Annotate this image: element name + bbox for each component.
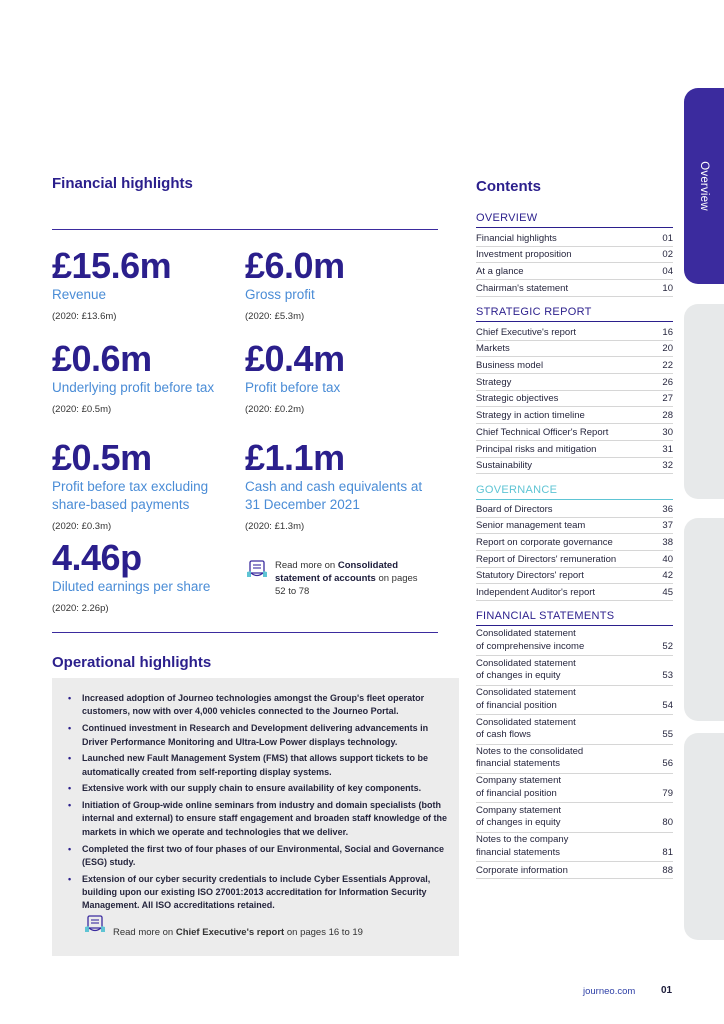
- toc-entry[interactable]: [476, 686, 673, 715]
- toc-entry[interactable]: [476, 803, 673, 832]
- read-more-link[interactable]: Consolidated statement of accounts: [275, 560, 399, 584]
- toc-entry[interactable]: [476, 424, 673, 441]
- toc-entry[interactable]: [476, 458, 673, 475]
- list-item: • Extension of our cyber security credentials to include Cyber Essentials Approval, building upon our existing ISO 27001:2013 accreditation for Information Security Management. All ISO accreditations retained.: [68, 873, 453, 913]
- toc-entry-title: Strategic objectives: [476, 393, 559, 405]
- toc-entry-title: Consolidated statement of changes in equity: [476, 657, 576, 682]
- stat-gross-profit: [245, 247, 435, 322]
- stat-label: Gross profit: [245, 287, 315, 302]
- tab-strategic-report[interactable]: [684, 304, 724, 499]
- stat-comparison: (2020: £5.3m): [245, 311, 305, 322]
- contents-title: Contents: [476, 178, 541, 195]
- divider: [52, 632, 438, 633]
- stat-value: £1.1m: [245, 437, 345, 478]
- toc-entry[interactable]: [476, 715, 673, 744]
- toc-entry-title: Investment proposition: [476, 249, 572, 261]
- toc-entry[interactable]: [476, 230, 673, 247]
- toc-entry[interactable]: [476, 518, 673, 535]
- toc-entry[interactable]: [476, 501, 673, 518]
- toc-entry-title: Corporate information: [476, 864, 568, 876]
- toc-entry[interactable]: [476, 407, 673, 424]
- stat-value: £6.0m: [245, 245, 345, 286]
- toc-entry-page: 55: [662, 729, 673, 741]
- divider: [52, 229, 438, 230]
- toc-entry-page: 42: [662, 570, 673, 582]
- toc-entry-page: 36: [662, 503, 673, 515]
- toc-entry-page: 04: [662, 266, 673, 278]
- toc-entry-title: Consolidated statement of financial position: [476, 687, 576, 711]
- toc-entry-page: 20: [662, 343, 673, 355]
- operational-highlights-list: [68, 692, 453, 916]
- toc-entry-page: 02: [662, 249, 673, 261]
- stat-comparison: (2020: £0.5m): [52, 404, 112, 415]
- toc-entry-page: 81: [662, 846, 673, 858]
- toc-entry[interactable]: [476, 324, 673, 341]
- toc-list: [476, 627, 673, 879]
- toc-entry-page: 32: [662, 460, 673, 472]
- stat-comparison: (2020: £1.3m): [245, 521, 305, 532]
- toc-entry-page: 26: [662, 376, 673, 388]
- read-more-suffix: on pages 52 to 78: [275, 573, 418, 597]
- toc-entry-title: At a glance: [476, 266, 524, 278]
- list-item: • Completed the first two of four phases of our Environmental, Social and Governance (ESG) study.: [68, 843, 453, 870]
- toc-entry-page: 37: [662, 520, 673, 532]
- toc-entry-title: Chairman's statement: [476, 282, 569, 294]
- toc-entry[interactable]: [476, 627, 673, 656]
- toc-entry-title: Strategy in action timeline: [476, 410, 585, 422]
- tab-overview-label: Overview: [698, 161, 710, 211]
- stat-label: Diluted earnings per share: [52, 579, 211, 594]
- toc-entry-title: Consolidated statement of comprehensive income: [476, 628, 585, 652]
- toc-entry-title: Financial highlights: [476, 232, 557, 244]
- read-more-link[interactable]: Chief Executive's report: [175, 927, 285, 938]
- toc-entry-title: Chief Executive's report: [476, 326, 577, 338]
- stat-comparison: (2020: £0.3m): [52, 521, 112, 532]
- toc-entry-page: 28: [662, 410, 673, 422]
- toc-entry-page: 79: [662, 787, 673, 799]
- toc-entry-title: Report on corporate governance: [476, 537, 613, 549]
- toc-entry[interactable]: [476, 374, 673, 391]
- toc-entry-page: 27: [662, 393, 673, 405]
- toc-entry-page: 01: [662, 232, 673, 244]
- toc-entry-title: Senior management team: [476, 520, 586, 532]
- stat-label: Underlying profit before tax: [52, 380, 215, 395]
- stat-label: Cash and cash equivalents at 31 December 2021: [245, 479, 423, 512]
- toc-entry-page: 22: [662, 360, 673, 372]
- toc-heading-financial-statements[interactable]: FINANCIAL STATEMENTS: [476, 610, 673, 626]
- toc-entry-page: 54: [662, 699, 673, 711]
- toc-entry-title: Report of Directors' remuneration: [476, 553, 617, 565]
- toc-entry-title: Board of Directors: [476, 503, 553, 515]
- toc-heading-overview[interactable]: OVERVIEW: [476, 212, 673, 228]
- stat-value: £0.6m: [52, 338, 152, 379]
- stat-profit-excl-sbp: [52, 439, 232, 532]
- toc-entry[interactable]: [476, 774, 673, 803]
- read-more-prefix: Read more on: [113, 927, 176, 938]
- read-more-accounts[interactable]: [246, 559, 426, 598]
- footer-website-link[interactable]: journeo.com: [583, 986, 636, 997]
- toc-entry-title: Chief Technical Officer's Report: [476, 426, 609, 438]
- stat-comparison: (2020: 2.26p): [52, 603, 109, 614]
- read-more-prefix: Read more on: [275, 560, 338, 571]
- stat-value: 4.46p: [52, 537, 142, 578]
- toc-entry[interactable]: [476, 247, 673, 264]
- toc-entry-page: 45: [662, 587, 673, 599]
- toc-entry[interactable]: [476, 584, 673, 601]
- toc-list: [476, 230, 673, 297]
- stat-diluted-eps: [52, 539, 242, 614]
- toc-entry[interactable]: [476, 745, 673, 774]
- toc-heading-governance[interactable]: GOVERNANCE: [476, 484, 673, 500]
- toc-entry[interactable]: [476, 280, 673, 297]
- toc-entry-page: 10: [662, 282, 673, 294]
- stat-value: £0.4m: [245, 338, 345, 379]
- read-more-suffix: on pages 16 to 19: [284, 927, 363, 938]
- stat-comparison: (2020: £13.6m): [52, 311, 117, 322]
- toc-entry-title: Notes to the consolidated financial statements: [476, 745, 584, 770]
- toc-entry[interactable]: [476, 441, 673, 458]
- list-item: • Continued investment in Research and Development delivering advancements in Driver Performance Monitoring and Ultra-Low Power displays technology.: [68, 722, 453, 749]
- toc-entry[interactable]: [476, 263, 673, 280]
- document-icon: [246, 559, 268, 579]
- stat-profit-before-tax: [245, 340, 435, 415]
- toc-entry-page: 40: [662, 553, 673, 565]
- tab-financial-statements[interactable]: [684, 733, 724, 940]
- toc-entry-page: 80: [662, 817, 673, 829]
- toc-entry[interactable]: [476, 833, 673, 862]
- stat-value: £15.6m: [52, 245, 172, 286]
- toc-entry-page: 38: [662, 537, 673, 549]
- toc-entry[interactable]: [476, 656, 673, 685]
- tab-overview[interactable]: [684, 88, 724, 284]
- stat-label: Profit before tax: [245, 380, 341, 395]
- toc-entry[interactable]: [476, 534, 673, 551]
- toc-entry-title: Independent Auditor's report: [476, 587, 596, 599]
- toc-entry-page: 16: [662, 326, 673, 338]
- toc-entry[interactable]: [476, 357, 673, 374]
- toc-entry-title: Markets: [476, 343, 510, 355]
- toc-entry[interactable]: [476, 862, 673, 879]
- toc-entry-page: 52: [662, 640, 673, 652]
- toc-entry-page: 31: [662, 443, 673, 455]
- toc-entry[interactable]: [476, 391, 673, 408]
- list-item: • Increased adoption of Journeo technologies amongst the Group's fleet operator customers, now with over 4,000 vehicles connected to the Journeo Portal.: [68, 692, 453, 719]
- operational-highlights-title: Operational highlights: [52, 654, 212, 671]
- toc-list: [476, 501, 673, 601]
- toc-entry[interactable]: [476, 568, 673, 585]
- tab-governance[interactable]: [684, 518, 724, 721]
- document-icon: [84, 914, 106, 934]
- toc-list: [476, 324, 673, 474]
- toc-entry-page: 56: [662, 758, 673, 770]
- toc-entry-page: 53: [662, 670, 673, 682]
- toc-entry-page: 88: [662, 864, 673, 876]
- toc-entry-title: Sustainability: [476, 460, 532, 472]
- toc-entry[interactable]: [476, 551, 673, 568]
- list-item: • Launched new Fault Management System (FMS) that allows support tickets to be automatically created from self-reporting display systems.: [68, 752, 453, 779]
- toc-entry-title: Principal risks and mitigation: [476, 443, 597, 455]
- stat-label: Profit before tax excluding share-based payments: [52, 479, 209, 512]
- toc-entry-title: Notes to the company financial statements: [476, 834, 569, 858]
- toc-entry-title: Business model: [476, 360, 544, 372]
- toc-entry[interactable]: [476, 341, 673, 358]
- toc-entry-page: 30: [662, 426, 673, 438]
- list-item: • Initiation of Group-wide online seminars from industry and domain specialists (both internal and external) to ensure staff engagement and broaden staff knowledge of the markets in which we operate and technologies that we deliver.: [68, 799, 453, 839]
- list-item: • Extensive work with our supply chain to ensure availability of key components.: [68, 782, 453, 795]
- toc-entry-title: Strategy: [476, 376, 512, 388]
- stat-cash: [245, 439, 430, 532]
- stat-comparison: (2020: £0.2m): [245, 404, 305, 415]
- stat-underlying-profit: [52, 340, 237, 415]
- toc-entry-title: Company statement of changes in equity: [476, 804, 562, 829]
- toc-entry-title: Statutory Directors' report: [476, 570, 584, 582]
- stat-revenue: [52, 247, 242, 322]
- financial-highlights-title: Financial highlights: [52, 175, 193, 192]
- footer-page-number: 01: [661, 985, 673, 996]
- toc-heading-strategic-report[interactable]: STRATEGIC REPORT: [476, 306, 673, 322]
- stat-value: £0.5m: [52, 437, 152, 478]
- stat-label: Revenue: [52, 287, 107, 302]
- toc-entry-title: Consolidated statement of cash flows: [476, 716, 576, 741]
- toc-entry-title: Company statement of financial position: [476, 775, 562, 799]
